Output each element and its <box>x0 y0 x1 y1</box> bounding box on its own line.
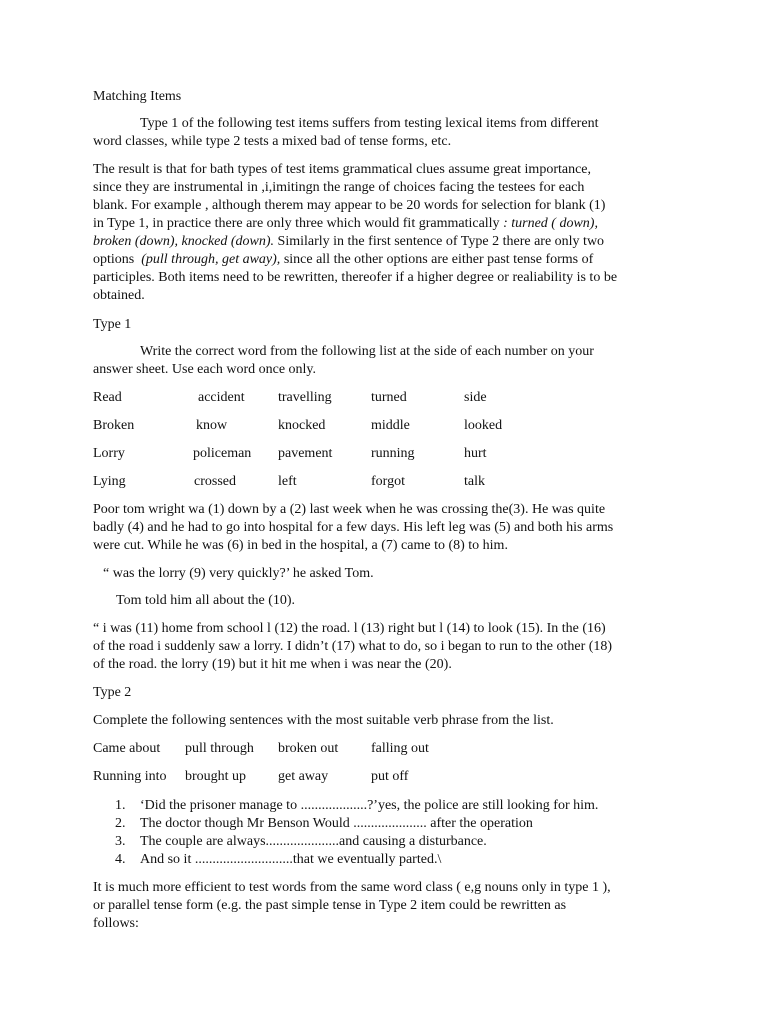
type1-instruction-line-1: Write the correct word from the following list at the side of each number on your <box>140 344 594 359</box>
document-title: Matching Items <box>93 89 182 104</box>
word-cell: middle <box>371 418 410 433</box>
story-line-3: were cut. While he was (6) in bed in the hospital, a (7) came to (8) to him. <box>93 538 508 553</box>
story-line-2: badly (4) and he had to go into hospital for a few days. His left leg was (5) and both his arms <box>93 520 614 535</box>
result-line-7: participles. Both items need to be rewritten, thereofer if a higher degree or realiability is to be <box>93 270 618 285</box>
story-quote-line-4: of the road i suddenly saw a lorry. I didn’t (17) what to do, so i began to run to the other (18) <box>93 639 613 654</box>
type2-instruction: Complete the following sentences with the most suitable verb phrase from the list. <box>93 713 554 728</box>
word-cell: crossed <box>194 474 236 489</box>
story-quote-line-5: of the road. the lorry (19) but it hit me when i was near the (20). <box>93 657 452 672</box>
phrase-cell: Running into <box>93 769 167 784</box>
phrase-cell: brought up <box>185 769 247 784</box>
word-cell: looked <box>464 418 503 433</box>
word-cell: left <box>278 474 297 489</box>
word-cell: talk <box>464 474 485 489</box>
result-line-6 <box>93 251 593 269</box>
list-item-number: 3. <box>115 834 126 849</box>
word-cell: knocked <box>278 418 326 433</box>
result-line-5-italic: broken (down), knocked (down). <box>93 234 275 249</box>
intro-line-1: Type 1 of the following test items suffers from testing lexical items from different <box>140 116 599 131</box>
word-cell: running <box>371 446 415 461</box>
word-cell: forgot <box>371 474 405 489</box>
result-line-4-text: in Type 1, in practice there are only three which would fit grammatically <box>93 216 500 231</box>
word-cell: Lying <box>93 474 126 489</box>
story-quote-line-1: “ was the lorry (9) very quickly?’ he asked Tom. <box>103 566 374 581</box>
word-cell: side <box>464 390 487 405</box>
word-cell: travelling <box>278 390 332 405</box>
intro-line-2: word classes, while type 2 tests a mixed bad of tense forms, etc. <box>93 134 452 149</box>
result-line-6-text-a: options <box>93 252 142 267</box>
result-line-2: since they are instrumental in ,i,imitingn the range of choices facing the testees for each <box>93 180 585 195</box>
list-item-number: 2. <box>115 816 126 831</box>
word-cell: turned <box>371 390 407 405</box>
phrase-cell: broken out <box>278 741 339 756</box>
result-line-3: blank. For example , although therem may appear to be 20 words for selection for blank (1) <box>93 198 606 213</box>
result-line-4-italic: : turned ( down), <box>499 216 598 231</box>
closing-line-3: follows: <box>93 916 139 931</box>
list-item: And so it ............................that we eventually parted.\ <box>140 852 442 867</box>
phrase-cell: pull through <box>185 741 254 756</box>
word-cell: Broken <box>93 418 135 433</box>
phrase-cell: falling out <box>371 741 429 756</box>
result-line-5 <box>93 233 604 251</box>
result-line-8: obtained. <box>93 288 145 303</box>
result-line-5-text: Similarly in the first sentence of Type 2 there are only two <box>274 234 605 249</box>
list-item-number: 1. <box>115 798 126 813</box>
word-cell: Lorry <box>93 446 125 461</box>
word-cell: hurt <box>464 446 487 461</box>
list-item: The doctor though Mr Benson Would ..................... after the operation <box>140 816 533 831</box>
word-cell: accident <box>198 390 245 405</box>
story-quote-line-3: “ i was (11) home from school l (12) the road. l (13) right but l (14) to look (15). In the (16) <box>93 621 606 636</box>
closing-line-2: or parallel tense form (e.g. the past simple tense in Type 2 item could be rewritten as <box>93 898 567 913</box>
closing-line-1: It is much more efficient to test words from the same word class ( e,g nouns only in type 1 ), <box>93 880 611 895</box>
phrase-cell: get away <box>278 769 329 784</box>
story-line-1: Poor tom wright wa (1) down by a (2) last week when he was crossing the(3). He was quite <box>93 502 606 517</box>
phrase-cell: put off <box>371 769 409 784</box>
result-line-6-text-b: since all the other options are either past tense forms of <box>280 252 594 267</box>
result-line-6-italic: (pull through, get away), <box>141 252 281 267</box>
type2-heading: Type 2 <box>93 685 132 700</box>
word-cell: policeman <box>193 446 252 461</box>
result-line-1: The result is that for bath types of test items grammatical clues assume great importance, <box>93 162 592 177</box>
list-item: ‘Did the prisoner manage to ...................?’yes, the police are still looking for him. <box>140 798 599 813</box>
list-item-number: 4. <box>115 852 126 867</box>
word-cell: know <box>196 418 228 433</box>
word-cell: pavement <box>278 446 333 461</box>
type1-instruction-line-2: answer sheet. Use each word once only. <box>93 362 317 377</box>
result-line-4 <box>93 215 598 233</box>
list-item: The couple are always.....................and causing a disturbance. <box>140 834 487 849</box>
phrase-cell: Came about <box>93 741 161 756</box>
story-quote-line-2: Tom told him all about the (10). <box>116 593 296 608</box>
type1-heading: Type 1 <box>93 317 132 332</box>
word-cell: Read <box>93 390 122 405</box>
